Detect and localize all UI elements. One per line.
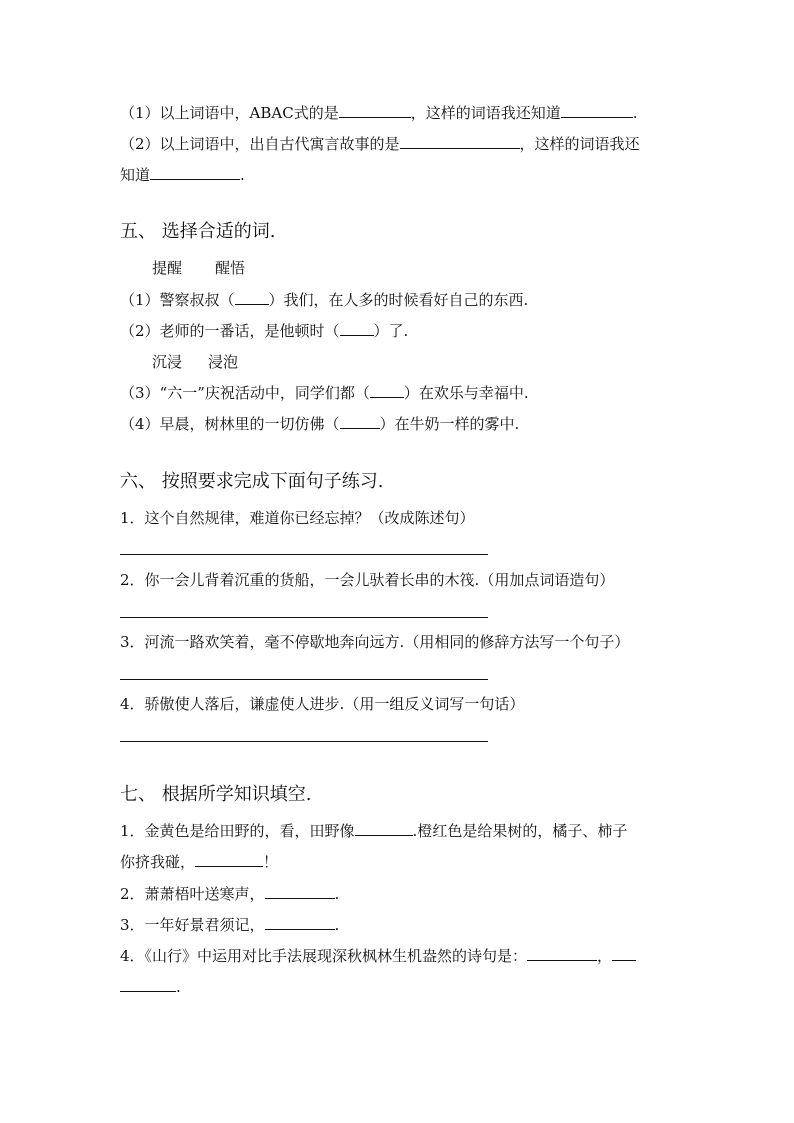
section6-title: 六、 按照要求完成下面句子练习. <box>120 471 384 492</box>
q7-3-blank[interactable] <box>265 914 335 930</box>
q4-1-text-a: （1）以上词语中，ABAC式的是 <box>120 104 339 122</box>
q7-4-text-a: 4．《山行》中运用对比手法展现深秋枫林生机盎然的诗句是： <box>120 947 528 965</box>
q5-2-blank[interactable] <box>340 320 374 336</box>
q5-4-blank[interactable] <box>340 413 380 429</box>
q5-item-3 <box>120 382 529 403</box>
q5-3-text-a: （3）“六一”庆祝活动中，同学们都（ <box>120 384 370 402</box>
q5-2-text-b: ）了. <box>373 322 409 340</box>
q5-3-text-b: ）在欢乐与幸福中. <box>403 384 529 402</box>
q5-4-text-b: ）在牛奶一样的雾中. <box>379 415 520 433</box>
q7-4-text-b: ， <box>597 947 613 965</box>
q5-1-text-a: （1）警察叔叔（ <box>120 291 235 309</box>
q4-1-text-c: . <box>632 104 638 122</box>
q7-item-2 <box>120 883 339 904</box>
q7-item-4 <box>120 945 636 966</box>
q7-1-text-c: 你挤我碰， <box>120 853 196 871</box>
q7-1-text-d: ！ <box>263 853 279 871</box>
word-option-4: 浸泡 <box>208 353 239 371</box>
q7-4-blank-b-end[interactable] <box>120 976 176 992</box>
q6-2-answer-line[interactable] <box>120 617 488 618</box>
q5-item-4 <box>120 413 519 434</box>
q7-4-text-c: . <box>176 978 181 996</box>
word-option-2: 醒悟 <box>215 259 246 277</box>
q6-item-1: 1．这个自然规律，难道你已经忘掉？（改成陈述句） <box>120 509 475 527</box>
q4-2-text-d: . <box>240 166 245 184</box>
q4-item-2 <box>120 133 640 154</box>
section7-title: 七、 根据所学知识填空. <box>120 784 312 805</box>
q5-4-text-a: （4）早晨，树林里的一切仿佛（ <box>120 415 340 433</box>
q7-2-text-b: . <box>334 885 340 903</box>
q4-2-text-b: ，这样的词语我还 <box>519 135 640 153</box>
q6-3-answer-line[interactable] <box>120 679 488 680</box>
q6-item-2: 2．你一会儿背着沉重的货船，一会儿驮着长串的木筏.（用加点词语造句） <box>120 571 615 589</box>
q4-2-blank-a[interactable] <box>400 133 520 149</box>
q4-1-text-b: ，这样的词语我还知道 <box>410 104 561 122</box>
q7-item-1 <box>120 820 627 841</box>
q4-item-1 <box>120 102 638 123</box>
q7-item-4-cont <box>120 976 181 997</box>
q7-3-text-a: 3．一年好景君须记， <box>120 916 265 934</box>
q7-1-text-a: 1．金黄色是给田野的，看，田野像 <box>120 822 355 840</box>
q5-1-blank[interactable] <box>235 289 269 305</box>
q5-item-1 <box>120 289 528 310</box>
section5-title: 五、 选择合适的词. <box>120 221 276 242</box>
q6-item-4: 4．骄傲使人落后，谦虚使人进步.（用一组反义词写一句话） <box>120 695 525 713</box>
q7-4-blank-b-start[interactable] <box>612 945 636 961</box>
q7-3-text-b: . <box>334 916 340 934</box>
q4-2-blank-b[interactable] <box>150 164 240 180</box>
q7-1-blank-a[interactable] <box>355 820 413 836</box>
q6-1-answer-line[interactable] <box>120 554 488 555</box>
q6-item-3: 3．河流一路欢笑着，毫不停歇地奔向远方.（用相同的修辞方法写一个句子） <box>120 633 630 651</box>
q7-item-1-cont <box>120 851 278 872</box>
q4-item-2-cont <box>120 164 245 185</box>
q5-3-blank[interactable] <box>370 382 404 398</box>
q5-1-text-b: ）我们，在人多的时候看好自己的东西. <box>268 291 529 309</box>
q4-1-blank-b[interactable] <box>561 102 633 118</box>
q4-1-blank-a[interactable] <box>339 102 411 118</box>
q6-4-answer-line[interactable] <box>120 741 488 742</box>
q7-item-3 <box>120 914 339 935</box>
q7-1-text-b: .橙红色是给果树的，橘子、柿子 <box>412 822 628 840</box>
word-option-3: 沉浸 <box>152 353 183 371</box>
q5-item-2 <box>120 320 408 341</box>
q7-2-blank[interactable] <box>265 883 335 899</box>
word-option-1: 提醒 <box>152 259 183 277</box>
q5-2-text-a: （2）老师的一番话，是他顿时（ <box>120 322 340 340</box>
q7-1-blank-b[interactable] <box>195 851 263 867</box>
q4-2-text-a: （2）以上词语中，出自古代寓言故事的是 <box>120 135 400 153</box>
q4-2-text-c: 知道 <box>120 166 151 184</box>
q7-4-blank-a[interactable] <box>527 945 597 961</box>
q7-2-text-a: 2．萧萧梧叶送寒声， <box>120 885 265 903</box>
